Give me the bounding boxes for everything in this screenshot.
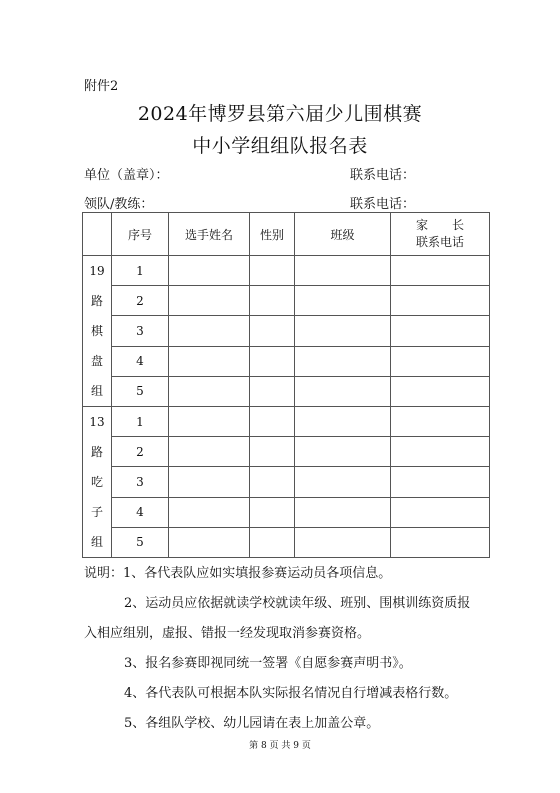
parent-phone-cell[interactable] xyxy=(391,376,490,406)
parent-phone-cell[interactable] xyxy=(391,527,490,557)
class-cell[interactable] xyxy=(295,497,391,527)
seq-cell: 1 xyxy=(112,256,169,286)
parent-phone-cell[interactable] xyxy=(391,407,490,437)
table-row xyxy=(83,376,490,406)
header-parent-line1: 家 长 xyxy=(415,218,464,232)
gender-cell[interactable] xyxy=(250,316,295,346)
name-cell[interactable] xyxy=(169,497,250,527)
table-row xyxy=(83,316,490,346)
gender-cell[interactable] xyxy=(250,346,295,376)
class-cell[interactable] xyxy=(295,467,391,497)
table-row xyxy=(83,256,490,286)
parent-phone-cell[interactable] xyxy=(391,467,490,497)
header-parent-line2: 联系电话 xyxy=(415,235,464,249)
seq-cell: 5 xyxy=(112,376,169,406)
seq-cell: 2 xyxy=(112,437,169,467)
parent-phone-cell[interactable] xyxy=(391,316,490,346)
seq-cell: 1 xyxy=(112,407,169,437)
parent-phone-cell[interactable] xyxy=(391,286,490,316)
gender-cell[interactable] xyxy=(250,527,295,557)
seq-cell: 2 xyxy=(112,286,169,316)
gender-cell[interactable] xyxy=(250,467,295,497)
group-label-char: 组 xyxy=(90,384,103,398)
class-cell[interactable] xyxy=(295,286,391,316)
table-row xyxy=(83,407,490,437)
gender-cell[interactable] xyxy=(250,437,295,467)
phone-label-2: 联系电话： xyxy=(350,197,416,212)
class-cell[interactable] xyxy=(295,256,391,286)
class-cell[interactable] xyxy=(295,527,391,557)
page-subtitle: 中小学组组队报名表 xyxy=(192,135,368,157)
table-header-row xyxy=(83,213,490,256)
notes-section xyxy=(84,559,490,739)
header-name: 选手姓名 xyxy=(169,213,250,256)
seq-cell: 4 xyxy=(112,497,169,527)
gender-cell[interactable] xyxy=(250,497,295,527)
name-cell[interactable] xyxy=(169,376,250,406)
page-number: 第 8 页 共 9 页 xyxy=(249,741,311,751)
name-cell[interactable] xyxy=(169,437,250,467)
seq-cell: 3 xyxy=(112,467,169,497)
group-label-char: 19 xyxy=(89,264,105,278)
group-label-char: 棋 xyxy=(90,324,103,338)
page-title: 2024年博罗县第六届少儿围棋赛 xyxy=(137,103,423,125)
name-cell[interactable] xyxy=(169,286,250,316)
header-parent-phone xyxy=(391,213,490,256)
class-cell[interactable] xyxy=(295,407,391,437)
parent-phone-cell[interactable] xyxy=(391,256,490,286)
group-label-char: 13 xyxy=(89,415,105,429)
class-cell[interactable] xyxy=(295,316,391,346)
table-row xyxy=(83,467,490,497)
table-row xyxy=(83,497,490,527)
seq-cell: 4 xyxy=(112,346,169,376)
header-seq: 序号 xyxy=(112,213,169,256)
table-row xyxy=(83,527,490,557)
group-label-char: 子 xyxy=(90,505,103,519)
class-cell[interactable] xyxy=(295,346,391,376)
group-label-char: 路 xyxy=(90,294,103,308)
group-label-19 xyxy=(83,256,112,407)
group-label-char: 盘 xyxy=(90,354,103,368)
gender-cell[interactable] xyxy=(250,376,295,406)
gender-cell[interactable] xyxy=(250,407,295,437)
table-row xyxy=(83,437,490,467)
parent-phone-cell[interactable] xyxy=(391,346,490,376)
header-corner xyxy=(83,213,112,256)
class-cell[interactable] xyxy=(295,437,391,467)
parent-phone-cell[interactable] xyxy=(391,437,490,467)
note-4: 4、各代表队可根据本队实际报名情况自行增减表格行数。 xyxy=(124,686,458,701)
registration-table xyxy=(82,212,490,558)
note-1: 说明：1、各代表队应如实填报参赛运动员各项信息。 xyxy=(84,566,392,581)
phone-label-1: 联系电话： xyxy=(350,168,416,183)
header-gender: 性别 xyxy=(250,213,295,256)
name-cell[interactable] xyxy=(169,467,250,497)
group-label-char: 路 xyxy=(90,445,103,459)
group-label-13 xyxy=(83,407,112,558)
name-cell[interactable] xyxy=(169,407,250,437)
attachment-label: 附件2 xyxy=(84,79,119,94)
seq-cell: 5 xyxy=(112,527,169,557)
table-row xyxy=(83,346,490,376)
note-2-line1: 2、运动员应依据就读学校就读年级、班别、围棋训练资质报 xyxy=(124,596,471,611)
note-3: 3、报名参赛即视同统一签署《自愿参赛声明书》。 xyxy=(124,656,412,671)
group-label-char: 组 xyxy=(90,535,103,549)
name-cell[interactable] xyxy=(169,316,250,346)
name-cell[interactable] xyxy=(169,346,250,376)
name-cell[interactable] xyxy=(169,527,250,557)
note-5: 5、各组队学校、幼儿园请在表上加盖公章。 xyxy=(124,716,380,731)
gender-cell[interactable] xyxy=(250,256,295,286)
header-class: 班级 xyxy=(295,213,391,256)
gender-cell[interactable] xyxy=(250,286,295,316)
seq-cell: 3 xyxy=(112,316,169,346)
name-cell[interactable] xyxy=(169,256,250,286)
group-label-char: 吃 xyxy=(90,475,103,489)
note-2-line2: 入相应组别，虚报、错报一经发现取消参赛资格。 xyxy=(84,626,371,641)
class-cell[interactable] xyxy=(295,376,391,406)
parent-phone-cell[interactable] xyxy=(391,497,490,527)
unit-label: 单位（盖章）： xyxy=(84,168,169,183)
leader-label: 领队/教练： xyxy=(84,197,154,212)
table-row xyxy=(83,286,490,316)
